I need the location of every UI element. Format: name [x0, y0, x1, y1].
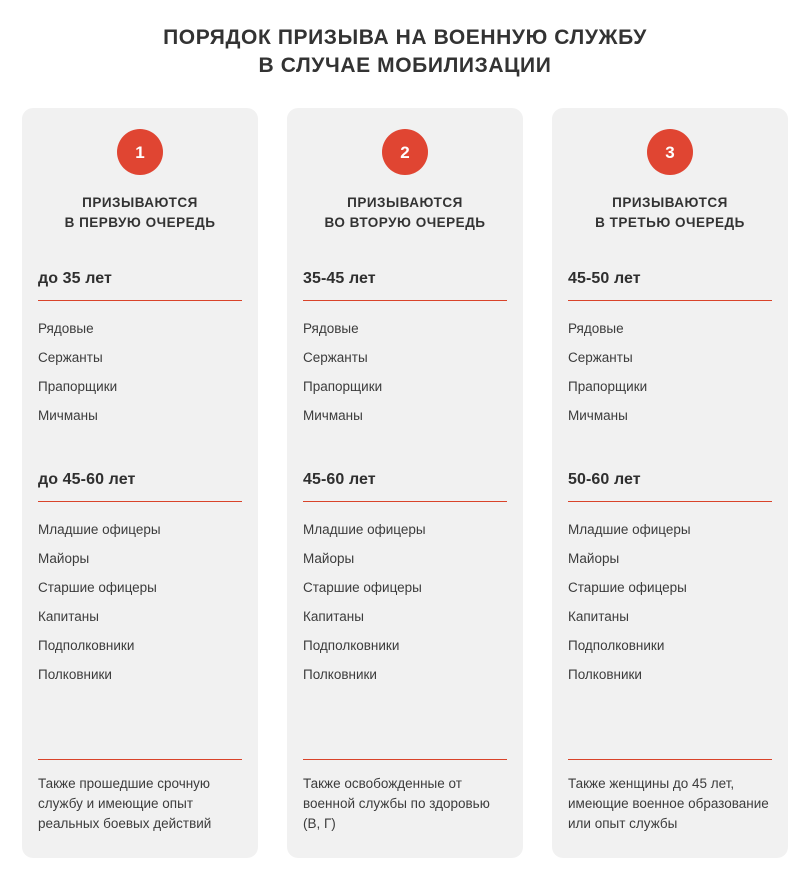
page-title-line-2: В СЛУЧАЕ МОБИЛИЗАЦИИ [258, 54, 552, 77]
note-text: Также женщины до 45 лет, имеющие военное образование или опыт службы [568, 776, 769, 831]
group-divider [303, 501, 507, 502]
age-group-2-2 [303, 470, 507, 689]
note-text: Также освобожденные от военной службы по здоровью (В, Г) [303, 776, 490, 831]
group-divider [568, 300, 772, 301]
rank-list [38, 314, 242, 430]
age-group-title: до 45-60 лет [38, 471, 136, 488]
rank-item: Полковники [568, 667, 642, 682]
rank-list [568, 314, 772, 430]
rank-item: Прапорщики [303, 379, 383, 394]
priority-number-badge-3: 3 [647, 129, 693, 175]
rank-item: Старшие офицеры [303, 580, 422, 595]
rank-item: Майоры [303, 551, 355, 566]
page-title-line-1: ПОРЯДОК ПРИЗЫВА НА ВОЕННУЮ СЛУЖБУ [163, 26, 647, 49]
rank-item: Прапорщики [568, 379, 648, 394]
rank-item: Подполковники [303, 638, 400, 653]
group-divider [38, 501, 242, 502]
age-group-title: 45-50 лет [568, 270, 641, 287]
note-divider [568, 759, 772, 760]
group-divider [568, 501, 772, 502]
rank-item: Сержанты [568, 350, 633, 365]
priority-card-3 [552, 108, 788, 858]
rank-list [303, 314, 507, 430]
rank-item: Мичманы [568, 408, 628, 423]
rank-item: Прапорщики [38, 379, 118, 394]
card-heading-3-line-1: ПРИЗЫВАЮТСЯ [612, 195, 728, 210]
badge-wrapper-1 [38, 108, 242, 175]
age-group-3-1 [568, 269, 772, 430]
rank-item: Младшие офицеры [303, 522, 426, 537]
badge-wrapper-3 [568, 108, 772, 175]
rank-list [568, 515, 772, 689]
rank-item: Майоры [38, 551, 90, 566]
card-note-2 [303, 759, 507, 834]
rank-item: Мичманы [303, 408, 363, 423]
rank-item: Младшие офицеры [38, 522, 161, 537]
rank-item: Мичманы [38, 408, 98, 423]
rank-list [38, 515, 242, 689]
rank-item: Сержанты [303, 350, 368, 365]
age-group-2-1 [303, 269, 507, 430]
group-divider [303, 300, 507, 301]
card-note-1 [38, 759, 242, 834]
rank-item: Капитаны [303, 609, 364, 624]
card-heading-1-line-2: В ПЕРВУЮ ОЧЕРЕДЬ [64, 215, 216, 230]
rank-item: Капитаны [38, 609, 99, 624]
age-group-title: 50-60 лет [568, 471, 641, 488]
group-divider [38, 300, 242, 301]
rank-item: Рядовые [303, 321, 359, 336]
age-group-1-2 [38, 470, 242, 689]
rank-item: Рядовые [38, 321, 94, 336]
rank-item: Полковники [303, 667, 377, 682]
rank-item: Майоры [568, 551, 620, 566]
age-group-1-1 [38, 269, 242, 430]
card-note-3 [568, 759, 772, 834]
priority-card-2 [287, 108, 523, 858]
rank-item: Сержанты [38, 350, 103, 365]
rank-item: Рядовые [568, 321, 624, 336]
age-group-title: 35-45 лет [303, 270, 376, 287]
note-divider [38, 759, 242, 760]
age-group-title: до 35 лет [38, 270, 112, 287]
rank-item: Старшие офицеры [568, 580, 687, 595]
badge-wrapper-2 [303, 108, 507, 175]
age-group-title: 45-60 лет [303, 471, 376, 488]
note-divider [303, 759, 507, 760]
rank-item: Подполковники [568, 638, 665, 653]
priority-card-1 [22, 108, 258, 858]
priority-number-badge-2: 2 [382, 129, 428, 175]
rank-item: Старшие офицеры [38, 580, 157, 595]
priority-number-badge-1: 1 [117, 129, 163, 175]
priority-columns [22, 108, 788, 858]
card-heading-3-line-2: В ТРЕТЬЮ ОЧЕРЕДЬ [595, 215, 745, 230]
note-text: Также прошедшие срочную службу и имеющие опыт реальных боевых действий [38, 776, 212, 831]
card-heading-1 [38, 193, 242, 233]
card-heading-3 [568, 193, 772, 233]
page-title [0, 0, 810, 80]
card-heading-2 [303, 193, 507, 233]
rank-list [303, 515, 507, 689]
rank-item: Капитаны [568, 609, 629, 624]
rank-item: Полковники [38, 667, 112, 682]
card-heading-2-line-2: ВО ВТОРУЮ ОЧЕРЕДЬ [324, 215, 486, 230]
card-heading-1-line-1: ПРИЗЫВАЮТСЯ [82, 195, 198, 210]
card-heading-2-line-1: ПРИЗЫВАЮТСЯ [347, 195, 463, 210]
age-group-3-2 [568, 470, 772, 689]
rank-item: Младшие офицеры [568, 522, 691, 537]
rank-item: Подполковники [38, 638, 135, 653]
